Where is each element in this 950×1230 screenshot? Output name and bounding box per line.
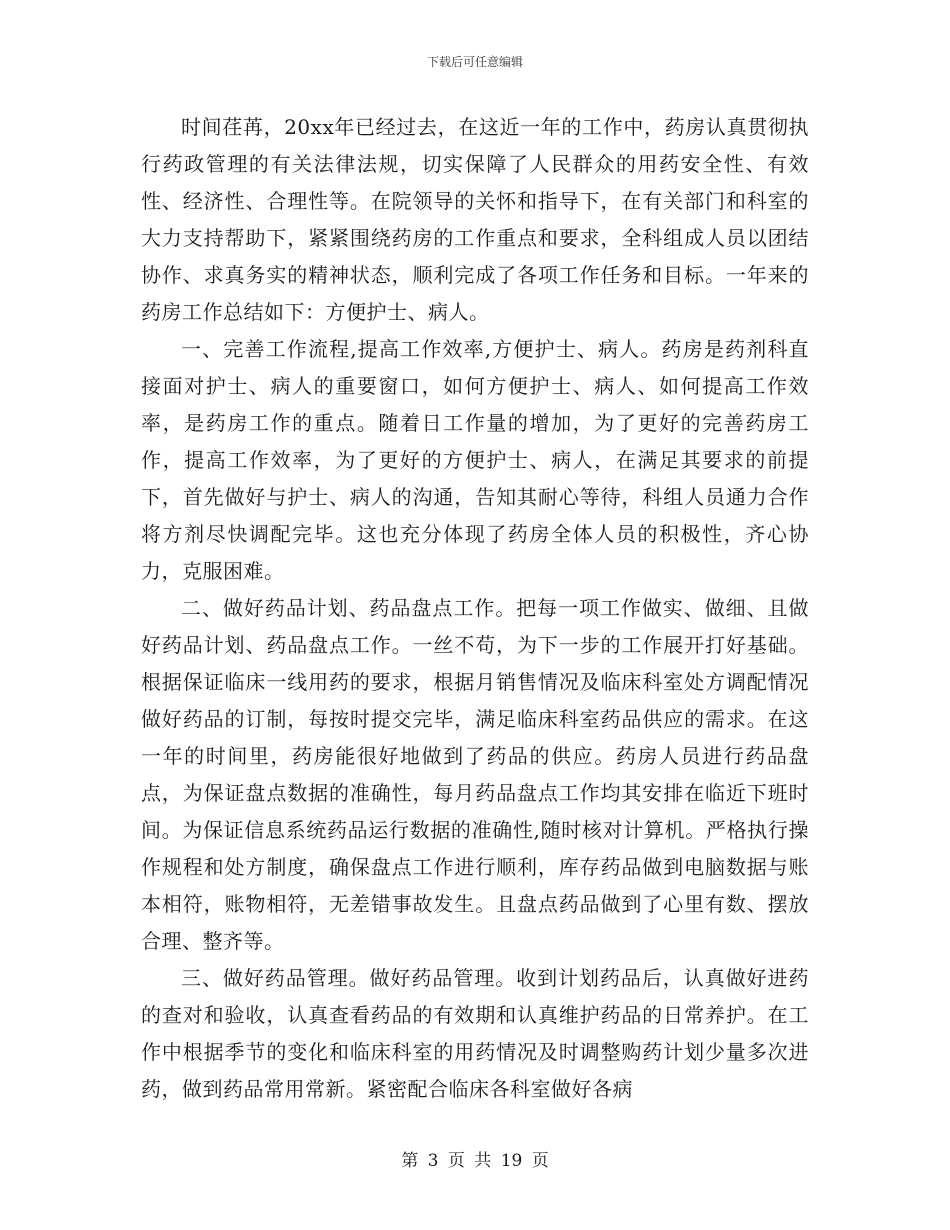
page-header-note: 下载后可任意编辑 [426, 55, 523, 69]
page-number-footer: 第 3 页 共 19 页 [401, 1151, 549, 1171]
paragraph-section-2: 二、做好药品计划、药品盘点工作。把每一项工作做实、做细、且做好药品计划、药品盘点工作。一丝不苟，为下一步的工作展开打好基础。根据保证临床一线用药的要求，根据月销售情况及临床科室处方调配情况做好药品的订制，每按时提交完毕，满足临床科室药品供应的需求。在这一年的时间里，药房能很好地做到了药品的供应。药房人员进行药品盘点，为保证盘点数据的准确性，每月药品盘点工作均其安排在临近下班时间。为保证信息系统药品运行数据的准确性,随时核对计算机。严格执行操作规程和处方制度，确保盘点工作进行顺利，库存药品做到电脑数据与账本相符，账物相符，无差错事故发生。且盘点药品做到了心里有数、摆放合理、整齐等。 [141, 596, 809, 953]
paragraph-section-1: 一、完善工作流程,提高工作效率,方便护士、病人。药房是药剂科直接面对护士、病人的重要窗口，如何方便护士、病人、如何提高工作效率，是药房工作的重点。随着日工作量的增加，为了更好的完善药房工作，提高工作效率，为了更好的方便护士、病人，在满足其要求的前提下，首先做好与护士、病人的沟通，告知其耐心等待，科组人员通力合作将方剂尽快调配完毕。这也充分体现了药房全体人员的积极性，齐心协力，克服困难。 [141, 337, 809, 583]
document-body [141, 109, 809, 1108]
paragraph-section-3: 三、做好药品管理。做好药品管理。收到计划药品后，认真做好进药的查对和验收，认真查看药品的有效期和认真维护药品的日常养护。在工作中根据季节的变化和临床科室的用药情况及时调整购药计划少量多次进药，做到药品常用常新。紧密配合临床各科室做好各病 [141, 966, 809, 1101]
paragraph-intro: 时间荏苒，20xx年已经过去，在这近一年的工作中，药房认真贯彻执行药政管理的有关法律法规，切实保障了人民群众的用药安全性、有效性、经济性、合理性等。在院领导的关怀和指导下，在有关部门和科室的大力支持帮助下，紧紧围绕药房的工作重点和要求，全科组成人员以团结协作、求真务实的精神状态，顺利完成了各项工作任务和目标。一年来的药房工作总结如下：方便护士、病人。 [141, 115, 809, 324]
